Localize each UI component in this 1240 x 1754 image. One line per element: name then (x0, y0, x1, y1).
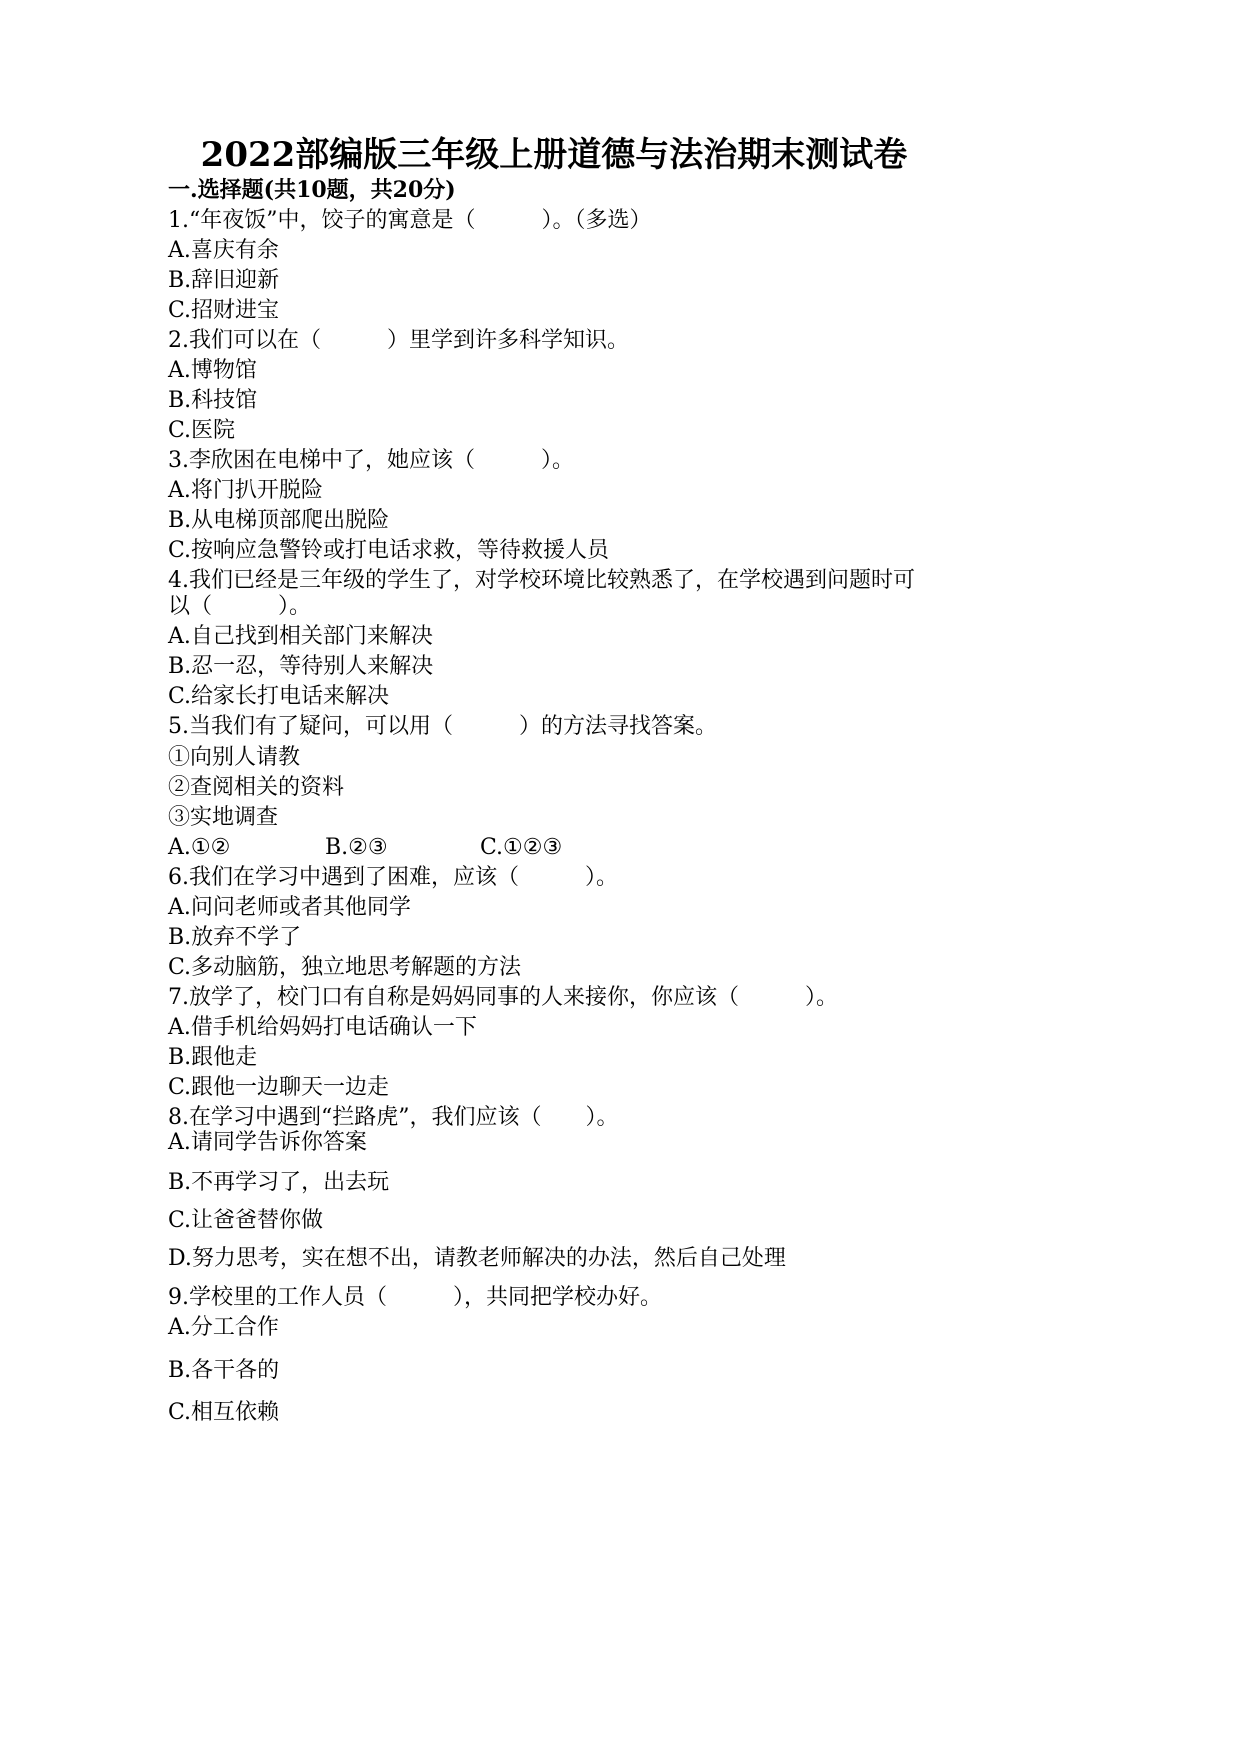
option: B.②③ (325, 835, 388, 860)
option: C.给家长打电话来解决 (168, 684, 390, 709)
option: C.多动脑筋，独立地思考解题的方法 (168, 955, 522, 980)
section-heading: 一.选择题(共10题，共20分) (168, 177, 456, 203)
option: C.招财进宝 (168, 298, 280, 323)
option: C.相互依赖 (168, 1400, 280, 1425)
option: B.放弃不学了 (168, 925, 302, 950)
option: B.跟他走 (168, 1045, 258, 1070)
question-stem-line: 以（ ）。 (168, 594, 312, 619)
question-stem-line: 4.我们已经是三年级的学生了，对学校环境比较熟悉了，在学校遇到问题时可 (168, 568, 915, 593)
question-stem: 9.学校里的工作人员（ ），共同把学校办好。 (168, 1285, 662, 1310)
option: C.按响应急警铃或打电话求救，等待救援人员 (168, 538, 610, 563)
option: D.努力思考，实在想不出，请教老师解决的办法，然后自己处理 (168, 1246, 786, 1271)
option: A.分工合作 (168, 1315, 279, 1340)
question-stem: 1.“年夜饭”中，饺子的寓意是（ ）。（多选） (168, 208, 652, 233)
option: A.自己找到相关部门来解决 (168, 624, 433, 649)
statement: ①向别人请教 (168, 745, 301, 770)
option: C.跟他一边聊天一边走 (168, 1075, 390, 1100)
option: B.忍一忍，等待别人来解决 (168, 654, 434, 679)
question-stem: 6.我们在学习中遇到了困难，应该（ ）。 (168, 865, 618, 890)
option: C.让爸爸替你做 (168, 1208, 324, 1233)
option: A.问问老师或者其他同学 (168, 895, 411, 920)
option: A.①② (168, 835, 231, 860)
statement: ②查阅相关的资料 (168, 775, 345, 800)
option: A.将门扒开脱险 (168, 478, 323, 503)
question-stem: 2.我们可以在（ ）里学到许多科学知识。 (168, 328, 629, 353)
option: A.请同学告诉你答案 (168, 1130, 367, 1155)
statement: ③实地调查 (168, 805, 279, 830)
question-stem: 5.当我们有了疑问，可以用（ ）的方法寻找答案。 (168, 714, 717, 739)
question-stem: 3.李欣困在电梯中了，她应该（ ）。 (168, 448, 574, 473)
option: A.博物馆 (168, 358, 257, 383)
option: A.喜庆有余 (168, 238, 279, 263)
option: C.①②③ (480, 835, 563, 860)
option: B.从电梯顶部爬出脱险 (168, 508, 390, 533)
option: A.借手机给妈妈打电话确认一下 (168, 1015, 477, 1040)
question-stem: 7.放学了，校门口有自称是妈妈同事的人来接你，你应该（ ）。 (168, 985, 838, 1010)
question-stem: 8.在学习中遇到“拦路虎”，我们应该（ ）。 (168, 1105, 619, 1130)
option: B.辞旧迎新 (168, 268, 280, 293)
option: B.各干各的 (168, 1358, 280, 1383)
page-title: 2022部编版三年级上册道德与法治期末测试卷 (200, 135, 908, 175)
option: B.科技馆 (168, 388, 258, 413)
option: C.医院 (168, 418, 236, 443)
option: B.不再学习了，出去玩 (168, 1170, 390, 1195)
